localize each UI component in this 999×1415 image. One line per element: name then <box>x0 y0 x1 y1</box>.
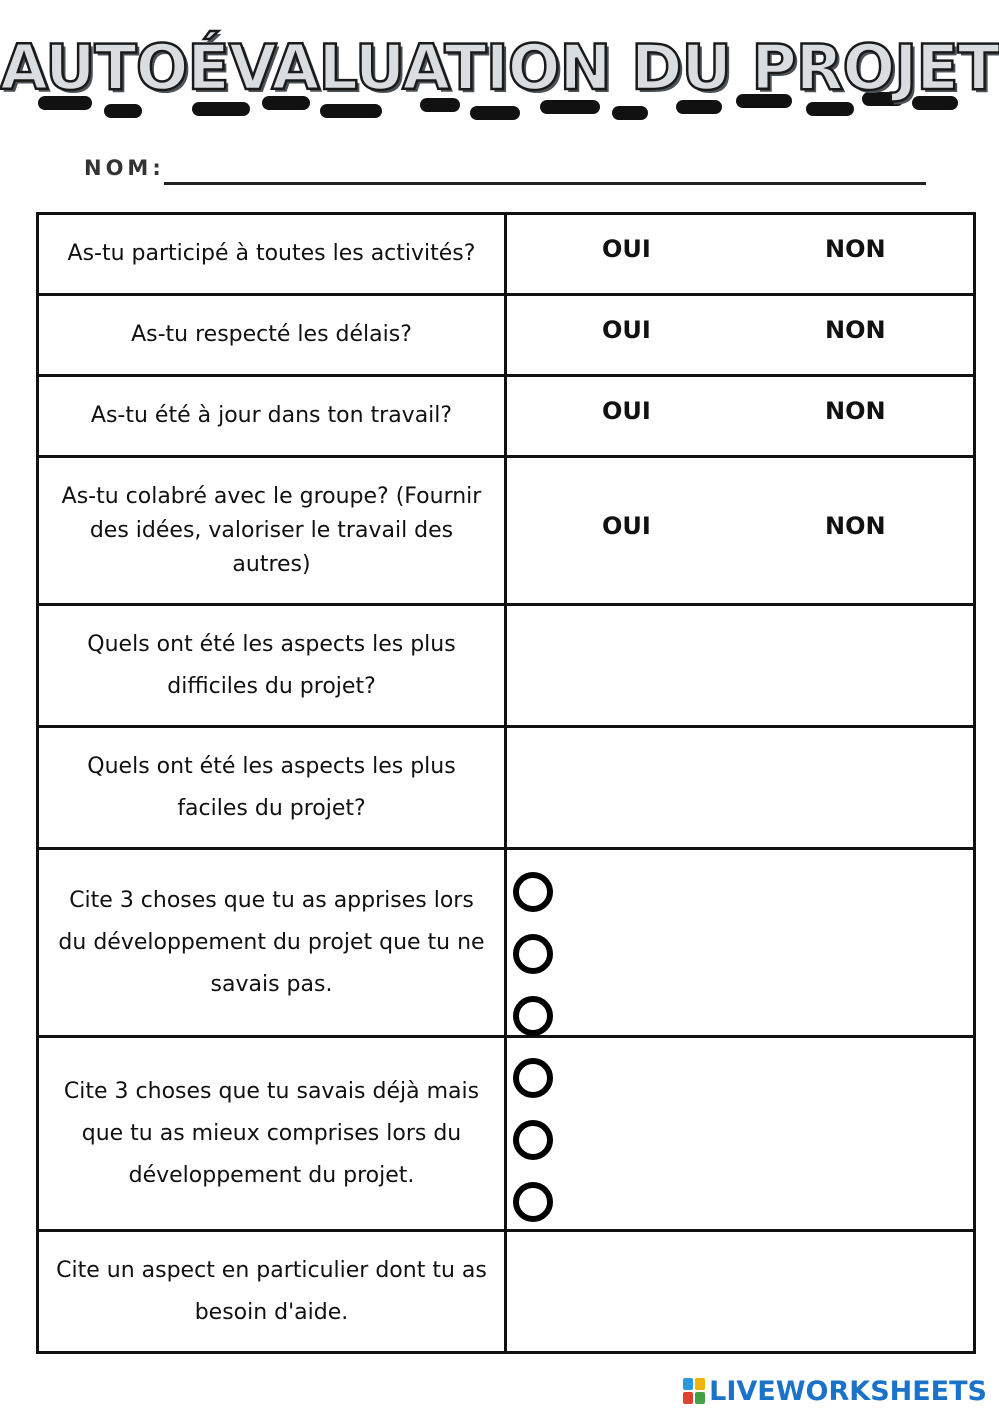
liveworksheets-logo-icon <box>683 1378 705 1404</box>
question-text: As-tu participé à toutes les activités? <box>67 241 476 266</box>
table-row <box>38 605 975 727</box>
table-row <box>38 727 975 849</box>
table-row <box>38 849 975 1037</box>
name-row <box>84 152 926 188</box>
circle-bullet-icon[interactable] <box>513 1058 553 1098</box>
bullet-list <box>507 852 973 1034</box>
brand-name: LIVEWORKSHEETS <box>709 1375 987 1407</box>
yes-no-group <box>507 217 973 292</box>
circle-bullet-icon[interactable] <box>513 934 553 974</box>
question-text: As-tu été à jour dans ton travail? <box>90 403 453 428</box>
yes-no-group <box>507 379 973 454</box>
yes-option[interactable]: OUI <box>602 234 651 263</box>
yes-no-group <box>507 460 973 602</box>
brand-footer <box>683 1374 987 1408</box>
page-title: AUTOÉVALUATION DU PROJET <box>0 31 999 104</box>
yes-no-group <box>507 298 973 373</box>
title-area <box>0 22 999 122</box>
answer-list-cell <box>506 849 975 1037</box>
table-row <box>38 376 975 457</box>
answer-cell <box>506 295 975 376</box>
table-row <box>38 1037 975 1231</box>
answer-cell <box>506 457 975 605</box>
name-label: NOM: <box>84 156 165 180</box>
answer-cell <box>506 214 975 295</box>
answer-text-area[interactable] <box>506 605 975 727</box>
question-cell <box>38 1037 506 1231</box>
table-row <box>38 1231 975 1353</box>
question-text: Quels ont été les aspects les plus difficiles du projet? <box>87 631 456 699</box>
answer-text-area[interactable] <box>506 727 975 849</box>
answer-text-area[interactable] <box>506 1231 975 1353</box>
question-cell <box>38 457 506 605</box>
bullet-list <box>507 1040 973 1228</box>
question-cell <box>38 727 506 849</box>
circle-bullet-icon[interactable] <box>513 872 553 912</box>
table-row <box>38 457 975 605</box>
question-cell <box>38 214 506 295</box>
question-cell <box>38 1231 506 1353</box>
question-text: Quels ont été les aspects les plus faciles du projet? <box>87 753 456 821</box>
answer-list-cell <box>506 1037 975 1231</box>
question-cell <box>38 376 506 457</box>
table-row <box>38 214 975 295</box>
question-text: Cite 3 choses que tu as apprises lors du développement du projet que tu ne savais pas. <box>58 887 485 997</box>
question-text: Cite un aspect en particulier dont tu as besoin d'aide. <box>56 1257 487 1325</box>
no-option[interactable]: NON <box>825 234 886 263</box>
question-cell <box>38 849 506 1037</box>
question-text: As-tu respecté les délais? <box>131 322 412 347</box>
yes-option[interactable]: OUI <box>602 396 651 425</box>
question-cell <box>38 605 506 727</box>
question-text: Cite 3 choses que tu savais déjà mais que tu as mieux comprises lors du développement du projet. <box>63 1078 480 1188</box>
answer-cell <box>506 376 975 457</box>
no-option[interactable]: NON <box>825 396 886 425</box>
question-text: As-tu colabré avec le groupe? (Fournir des idées, valoriser le travail des autres) <box>61 483 482 577</box>
evaluation-table <box>36 212 976 1354</box>
yes-option[interactable]: OUI <box>602 315 651 344</box>
no-option[interactable]: NON <box>825 511 886 540</box>
circle-bullet-icon[interactable] <box>513 1120 553 1160</box>
circle-bullet-icon[interactable] <box>513 1182 553 1222</box>
table-row <box>38 295 975 376</box>
yes-option[interactable]: OUI <box>602 511 651 540</box>
circle-bullet-icon[interactable] <box>513 996 553 1036</box>
name-input-line[interactable] <box>164 182 926 185</box>
question-cell <box>38 295 506 376</box>
no-option[interactable]: NON <box>825 315 886 344</box>
